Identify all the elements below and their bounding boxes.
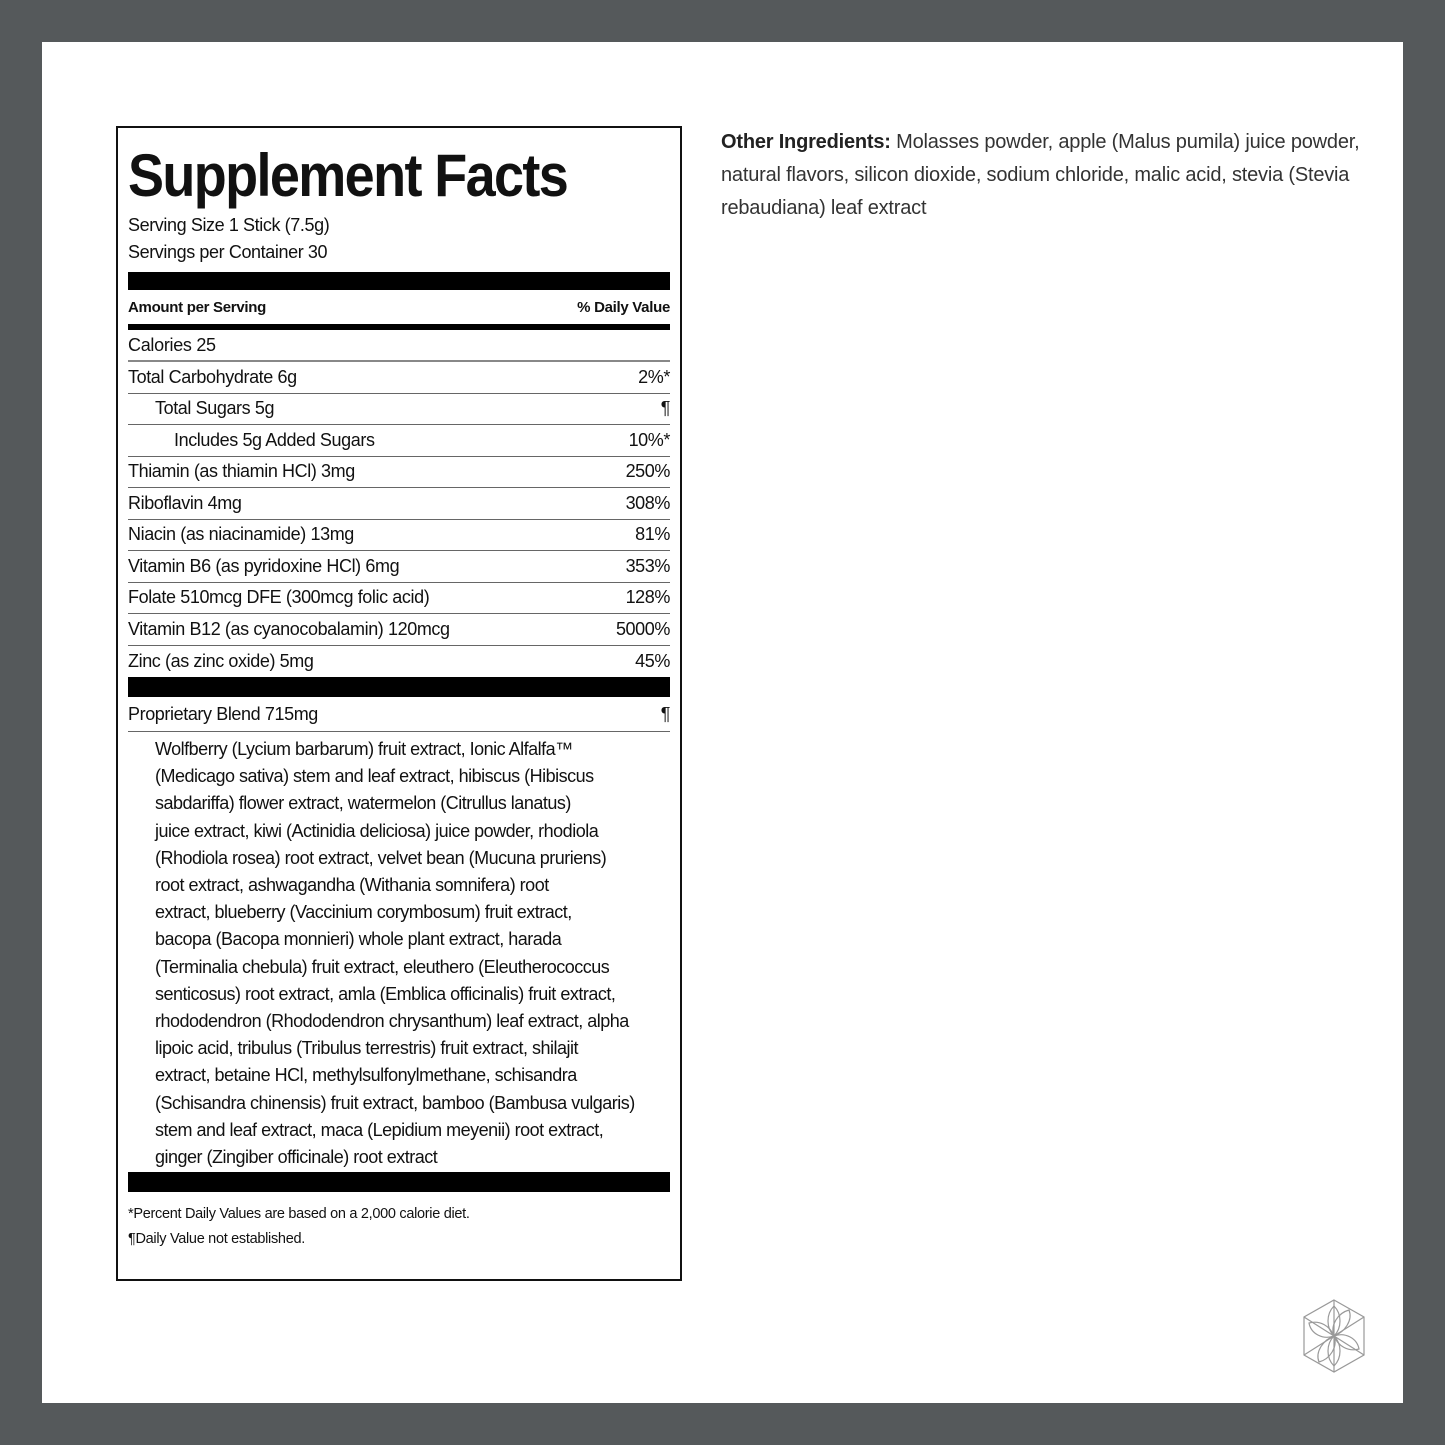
nutrient-dv: 45% xyxy=(635,650,670,671)
supplement-facts-box xyxy=(116,126,682,1281)
nutrient-dv: 2%* xyxy=(638,366,670,387)
blend-line: extract, blueberry (Vaccinium corymbosum) fruit extract, xyxy=(155,902,572,923)
blend-line: extract, betaine HCl, methylsulfonylmethane, schisandra xyxy=(155,1065,577,1086)
blend-line: (Schisandra chinensis) fruit extract, bamboo (Bambusa vulgaris) xyxy=(155,1092,635,1113)
blend-line: stem and leaf extract, maca (Lepidium meyenii) root extract, xyxy=(155,1119,604,1140)
footnote-daily-values: *Percent Daily Values are based on a 2,000 calorie diet. xyxy=(128,1206,470,1222)
nutrient-dv: 308% xyxy=(625,492,670,513)
nutrient-row xyxy=(128,551,670,583)
blend-line: ginger (Zingiber officinale) root extract xyxy=(155,1147,438,1168)
blend-line: Wolfberry (Lycium barbarum) fruit extract, Ionic Alfalfa™ xyxy=(155,739,573,759)
footnotes xyxy=(128,1192,670,1252)
blend-line: (Medicago sativa) stem and leaf extract, hibiscus (Hibiscus xyxy=(155,766,594,787)
label-panel xyxy=(42,42,1403,1403)
divider-thick xyxy=(128,272,670,290)
nutrient-dv: 10%* xyxy=(628,429,670,450)
nutrient-dv: ¶ xyxy=(660,398,670,419)
nutrient-row xyxy=(128,520,670,552)
nutrient-name: Total Carbohydrate 6g xyxy=(128,366,297,387)
nutrient-name: Total Sugars 5g xyxy=(155,398,275,419)
facts-title: Supplement Facts xyxy=(128,142,568,209)
blend-line: juice extract, kiwi (Actinidia deliciosa) juice powder, rhodiola xyxy=(155,820,599,841)
other-ingredients xyxy=(721,126,1361,225)
blend-dv: ¶ xyxy=(660,703,670,724)
blend-line: (Rhodiola rosea) root extract, velvet bean (Mucuna pruriens) xyxy=(155,847,607,868)
blend-ingredients xyxy=(128,732,670,1168)
dv-header: % Daily Value xyxy=(577,299,670,316)
nutrient-dv: 128% xyxy=(625,587,670,608)
blend-line: sabdariffa) flower extract, watermelon (Citrullus lanatus) xyxy=(155,793,571,814)
other-ingredients-label: Other Ingredients: xyxy=(721,131,891,153)
blend-line: (Terminalia chebula) fruit extract, eleuthero (Eleutherococcus xyxy=(155,956,610,977)
nutrient-name: Vitamin B6 (as pyridoxine HCl) 6mg xyxy=(128,555,400,576)
serving-size: Serving Size 1 Stick (7.5g) xyxy=(128,215,330,235)
column-headers xyxy=(128,290,670,324)
blend-name: Proprietary Blend 715mg xyxy=(128,703,318,724)
nutrient-row xyxy=(128,614,670,646)
blend-line: rhododendron (Rhododendron chrysanthum) leaf extract, alpha xyxy=(155,1011,629,1032)
blend-line: root extract, ashwagandha (Withania somnifera) root xyxy=(155,875,549,896)
flower-of-life-logo-icon xyxy=(1300,1298,1368,1374)
servings-per-container: Servings per Container 30 xyxy=(128,242,328,262)
nutrient-name: Zinc (as zinc oxide) 5mg xyxy=(128,650,314,671)
nutrient-row xyxy=(128,425,670,457)
divider-thick xyxy=(128,1172,670,1192)
nutrient-dv: 250% xyxy=(625,461,670,482)
nutrient-row xyxy=(128,457,670,489)
nutrient-dv: 5000% xyxy=(615,618,670,639)
blend-line: senticosus) root extract, amla (Emblica officinalis) fruit extract, xyxy=(155,983,616,1004)
footnote-not-established: ¶Daily Value not established. xyxy=(128,1231,305,1247)
calories-row: Calories 25 xyxy=(128,330,670,362)
nutrient-row xyxy=(128,394,670,426)
nutrient-row xyxy=(128,583,670,615)
nutrient-row xyxy=(128,488,670,520)
nutrient-name: Folate 510mcg DFE (300mcg folic acid) xyxy=(128,587,430,608)
nutrient-row xyxy=(128,362,670,394)
amount-header: Amount per Serving xyxy=(128,299,266,316)
blend-line: lipoic acid, tribulus (Tribulus terrestris) fruit extract, shilajit xyxy=(155,1038,578,1059)
nutrient-name: Vitamin B12 (as cyanocobalamin) 120mcg xyxy=(128,618,450,639)
divider-thick xyxy=(128,677,670,697)
nutrient-row xyxy=(128,646,670,678)
nutrient-name: Includes 5g Added Sugars xyxy=(174,429,375,450)
nutrient-dv: 81% xyxy=(635,524,670,545)
other-ingredients-text: Molasses powder, apple (Malus pumila) juice powder, natural flavors, silicon dioxide, sodium chloride, malic acid, stevia (Stevia rebaudiana) leaf extract xyxy=(721,131,1360,219)
nutrient-name: Niacin (as niacinamide) 13mg xyxy=(128,524,354,545)
nutrient-name: Riboflavin 4mg xyxy=(128,492,242,513)
nutrient-dv: 353% xyxy=(625,555,670,576)
proprietary-blend-row xyxy=(128,697,670,732)
nutrient-name: Thiamin (as thiamin HCl) 3mg xyxy=(128,461,355,482)
blend-line: bacopa (Bacopa monnieri) whole plant extract, harada xyxy=(155,929,562,950)
